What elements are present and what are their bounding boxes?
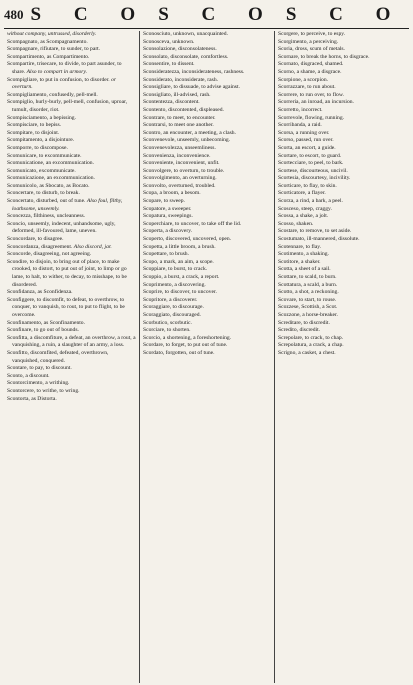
entry-text: Scotimento, a shaking.: [278, 251, 329, 258]
dictionary-entry: [278, 244, 406, 252]
dictionary-entry: [278, 327, 406, 335]
entry-text: Scorcio, a shortening, a foreshortening.: [143, 334, 232, 341]
entry-text: Scompagnato, as Scompagnamento.: [7, 38, 88, 45]
dictionary-entry: [143, 342, 271, 350]
entry-text: Sconsentire, to dissent.: [143, 61, 195, 68]
dictionary-entry: [7, 145, 136, 153]
dictionary-entry: [143, 259, 271, 267]
entry-text: Scompigliare, to put in confusion, to disorder.: [7, 76, 110, 83]
dictionary-entry: [7, 251, 136, 259]
dictionary-entry: [7, 122, 136, 130]
dictionary-entry: [278, 274, 406, 282]
entry-text: Scomunicazione, an excommunication.: [7, 175, 95, 182]
dictionary-entry: [143, 213, 271, 221]
dictionary-entry: [7, 99, 136, 114]
entry-text: Scortecciare, to peel, to bark.: [278, 160, 344, 167]
entry-text: Sconto, a discount.: [7, 372, 50, 379]
dictionary-entry: [7, 373, 136, 381]
dictionary-entry: [143, 69, 271, 77]
entry-text: Sconosciuto, unknown, unacquainted.: [143, 31, 228, 37]
page-header: [4, 2, 409, 29]
entry-text: Scoraggiare, to discourage.: [143, 304, 204, 311]
entry-text: Scontorta, as Distorta.: [7, 395, 57, 402]
dictionary-entry: [143, 31, 271, 39]
entry-text: Scoperto, discovered, uncovered, open.: [143, 236, 232, 243]
entry-text: Scompisciamento, a bepissing.: [7, 114, 76, 121]
entry-text: Scotto, a shot, a reckoning.: [278, 289, 339, 296]
entry-text: Sconsolato, disconsolate, comfortless.: [143, 53, 229, 60]
entry-text: Sconfitta, a discomfiture, a defeat, an overthrow, a rout, a vanquishing, a ruin, a slaughter of an army, a loss.: [7, 334, 136, 349]
entry-text: Scoraggiato, discouraged.: [143, 311, 201, 318]
entry-text: Scondire, to disjoin, to bring out of place, to make crooked, to distort, to put out of joint, to limp or go lame, to halt, to wither, to decay, to misshape, to be disordered.: [7, 258, 127, 288]
dictionary-entry: [143, 46, 271, 54]
entry-text: Scossa, a shake, a jolt.: [278, 213, 329, 220]
entry-text: Scoprire, to discover, to uncover.: [143, 289, 217, 296]
dictionary-entry: [7, 54, 136, 62]
dictionary-entry: [278, 61, 406, 69]
entry-text: Scorsa, a running over.: [278, 129, 330, 136]
dictionary-entry: [7, 153, 136, 161]
dictionary-entry: [143, 99, 271, 107]
entry-note: Also foul, filthy, loathsome, unseemly.: [12, 198, 123, 212]
entry-text: Scornato, disgraced, shamed.: [278, 61, 344, 68]
entry-text: Scompisciare, to bepiss.: [7, 122, 62, 129]
dictionary-entry: [278, 236, 406, 244]
entry-note: or overturn.: [12, 76, 117, 91]
dictionary-entry: [7, 115, 136, 123]
dictionary-entry: [7, 388, 136, 396]
dictionary-entry: [143, 137, 271, 145]
entry-text: Scoppio, a burst, a crack, a report.: [143, 274, 220, 280]
dictionary-entry: [7, 259, 136, 289]
entry-text: Scontorcere, to writhe, to wring.: [7, 387, 80, 394]
entry-text: Scompartire, trisecare, to divide, to part asunder, to share.: [7, 61, 122, 75]
entry-text: Scopetta, a little broom, a brush.: [143, 243, 216, 250]
dictionary-entry: [143, 39, 271, 47]
entry-text: Scontento, discontented, displeased.: [143, 106, 224, 113]
entry-text: Scoperchiare, to uncover, to take off the lid.: [143, 220, 242, 227]
entry-note: Also discord, jar.: [73, 243, 112, 250]
entry-text: Scomunicolo, as Sbocato, as Bocato.: [7, 182, 90, 189]
dictionary-entry: [278, 282, 406, 290]
entry-text: Scorgimento, a perceiving.: [278, 38, 339, 45]
dictionary-entry: [143, 221, 271, 229]
entry-text: Scovare, to start, to rouse.: [278, 296, 337, 303]
dictionary-entry: [278, 198, 406, 206]
dictionary-entry: [278, 228, 406, 236]
dictionary-entry: [278, 160, 406, 168]
dictionary-entry: [143, 206, 271, 214]
dictionary-entry: [7, 46, 136, 54]
entry-text: Scottare, to scald, to burn.: [278, 274, 337, 280]
dictionary-entry: [143, 320, 271, 328]
entry-text: Scornare, to break the horns, to disgrace.: [278, 53, 370, 60]
dictionary-entry: [278, 99, 406, 107]
entry-text: Scopatura, sweepings.: [143, 213, 193, 220]
dictionary-entry: [7, 327, 136, 335]
entry-text: Sconsolazione, disconsolateness.: [143, 46, 217, 53]
dictionary-entry: [278, 335, 406, 343]
entry-text: Sconfitto, discomfited, defeated, overthrown, vanquished, conquered.: [7, 349, 109, 364]
dictionary-entry: [278, 168, 406, 176]
entry-text: Scosceso, steep, craggy.: [278, 205, 332, 212]
entry-text: Scozzone, a horse-breaker.: [278, 311, 338, 318]
entry-text: Scopritore, a discoverer.: [143, 296, 198, 303]
entry-text: Scorpione, a scorpion.: [278, 76, 329, 83]
dictionary-entry: [278, 69, 406, 77]
dictionary-entry: [278, 137, 406, 145]
dictionary-entry: [278, 54, 406, 62]
entry-text: Scorno, a shame, a disgrace.: [278, 68, 342, 75]
dictionary-entry: [278, 213, 406, 221]
entry-text: Scopare, to sweep.: [143, 198, 185, 205]
entry-text: Sconcorde, disagreeing, not agreeing.: [7, 251, 92, 258]
dictionary-entry: [278, 190, 406, 198]
entry-text: Sconcio, unseemly, indecent, unhandsome, ugly, deformed, ill-favoured, lame, uneven.: [7, 220, 116, 235]
dictionary-entry: [7, 168, 136, 176]
dictionary-entry: [7, 160, 136, 168]
entry-text: Scorciare, to shorten.: [143, 327, 191, 334]
dictionary-entry: [7, 190, 136, 198]
entry-text: Scorreria, an inroad, an incursion.: [278, 99, 354, 106]
entry-text: Scottatura, a scald, a burn.: [278, 281, 338, 288]
entry-text: Scorgere, to perceive, to espy.: [278, 31, 346, 37]
entry-text: Scostumato, ill-mannered, dissolute.: [278, 236, 360, 243]
entry-text: Scredito, discredit.: [278, 327, 321, 334]
entry-text: Sconvolgimento, an overturning.: [143, 175, 217, 182]
entry-text: Scoria, dross, scum of metals.: [278, 46, 345, 53]
dictionary-entry: [7, 335, 136, 350]
entry-text: Scrigno, a casket, a chest.: [278, 349, 336, 356]
entry-text: Scorrazzare, to run about.: [278, 84, 336, 91]
dictionary-entry: [143, 145, 271, 153]
dictionary-entry: [278, 153, 406, 161]
entry-text: Scoperta, a discovery.: [143, 228, 193, 235]
entry-text: Sconfinamento, as Sconfinamento.: [7, 319, 85, 326]
entry-text: Scorribanda, a raid.: [278, 122, 322, 129]
entry-text: Scordare, to forget, to put out of tune.: [143, 342, 228, 349]
entry-text: Scosso, shaken.: [278, 220, 314, 227]
dictionary-entry: [143, 92, 271, 100]
dictionary-entry: [7, 297, 136, 320]
entry-text: Scortesia, discourtesy, incivility.: [278, 175, 351, 182]
dictionary-entry: [143, 175, 271, 183]
entry-text: Scompitare, to disjoint.: [7, 129, 60, 136]
entry-text: Scontrare, to meet, to encounter.: [143, 114, 216, 121]
entry-text: Scorrevole, flowing, running.: [278, 114, 345, 121]
dictionary-entry: [7, 175, 136, 183]
entry-text: Scorta, an escort, a guide.: [278, 144, 336, 151]
entry-text: Scomunicare, to excommunicate.: [7, 152, 82, 159]
entry-text: Scontro, an encounter, a meeting, a clash.: [143, 129, 236, 136]
entry-text: Screditare, to discredit.: [278, 319, 330, 326]
dictionary-entry: [143, 251, 271, 259]
entry-text: Sconsigliare, to dissuade, to advise against.: [143, 84, 240, 91]
entry-text: Scopo, a mark, an aim, a scope.: [143, 258, 214, 265]
entry-text: Sconvolto, overturned, troubled.: [143, 182, 216, 189]
entry-text: Scorza, a rind, a bark, a peel.: [278, 198, 343, 205]
dictionary-entry: [7, 289, 136, 297]
dictionary-entry: [7, 236, 136, 244]
dictionary-entry: [278, 312, 406, 320]
entry-text: Sconcertare, to disturb, to break.: [7, 190, 80, 197]
column-3: [274, 31, 409, 683]
dictionary-entry: [278, 266, 406, 274]
entry-text: Scompagnare, rifiutare, to sunder, to part.: [7, 46, 101, 53]
entry-text: Scomunicatione, an excommunication.: [7, 160, 94, 167]
dictionary-entry: [143, 228, 271, 236]
entry-text: Sconvolgere, to overturn, to trouble.: [143, 167, 225, 174]
dictionary-entry: [278, 221, 406, 229]
entry-text: Sconcordare, to disagree.: [7, 236, 64, 243]
dictionary-entry: [7, 213, 136, 221]
dictionary-entry: [143, 130, 271, 138]
running-head-right: S C O: [285, 4, 405, 25]
dictionary-entry: [143, 160, 271, 168]
entry-text: Scorticatore, a flayer.: [278, 190, 326, 197]
entry-text: Sconfiggere, to discomfit, to defeat, to overthrow, to conquer, to vanquish, to rout, to put to flight, to be overcome.: [7, 296, 125, 318]
dictionary-entry: [143, 312, 271, 320]
entry-text: Scortese, discourteous, uncivil.: [278, 167, 348, 174]
column-1: [4, 31, 139, 683]
dictionary-entry: [278, 46, 406, 54]
entry-text: Scozzese, Scottish, a Scot.: [278, 304, 338, 311]
entry-text: Scontrarsi, to meet one another.: [143, 122, 214, 129]
dictionary-entry: [7, 396, 136, 404]
entry-text: Scopettare, to brush.: [143, 251, 189, 258]
entry-text: Scopa, a broom, a besom.: [143, 190, 201, 197]
dictionary-entry: [278, 107, 406, 115]
dictionary-entry: [278, 31, 406, 39]
entry-text: Scompartimento, as Compartimento.: [7, 53, 90, 60]
dictionary-entry: [278, 304, 406, 312]
dictionary-entry: [143, 244, 271, 252]
entry-text: Scorretto, incorrect.: [278, 106, 323, 113]
dictionary-entry: [143, 115, 271, 123]
dictionary-entry: [143, 327, 271, 335]
entry-text: Scompitamento, a disjointure.: [7, 137, 75, 144]
entry-text: Scompigliamento, confusedly, pell-mell.: [7, 91, 98, 98]
dictionary-entry: [7, 130, 136, 138]
entry-text: Sconcordanza, disagreement.: [7, 243, 73, 250]
entry-text: Sconvenienza, inconvenience.: [143, 152, 211, 159]
entry-text: Scompiglio, hurly-burly, pell-mell, confusion, uproar, tumult, disorder, riot.: [7, 99, 128, 113]
entry-text: Sconfidanza, as Sconfidenza.: [7, 289, 73, 296]
entry-text: Scontorcimento, a writhing.: [7, 380, 70, 387]
dictionary-entry: [278, 342, 406, 350]
dictionary-entry: [143, 198, 271, 206]
dictionary-entry: [7, 350, 136, 365]
entry-text: Scoprimento, a discovering.: [143, 281, 206, 288]
entry-text: Screpolare, to crack, to chap.: [278, 334, 344, 341]
entry-text: Scotitore, a shaker.: [278, 258, 321, 265]
entry-text: Scotta, a sheet of a sail.: [278, 266, 331, 273]
running-head-left: S C O: [30, 4, 150, 25]
dictionary-entry: [7, 77, 136, 92]
entry-text: Sconveniente, inconvenient, unfit.: [143, 160, 220, 167]
entry-text: Screpolatura, a crack, a chap.: [278, 342, 344, 349]
entry-text: Scotennare, to flay.: [278, 243, 322, 250]
dictionary-entry: [7, 244, 136, 252]
entry-text: Scorrere, to run over, to flow.: [278, 91, 344, 98]
page-number: 480: [4, 7, 24, 22]
dictionary-entry: [278, 115, 406, 123]
dictionary-entry: [278, 289, 406, 297]
entry-text: Scordato, forgotten, out of tune.: [143, 349, 215, 356]
column-2: [139, 31, 274, 683]
dictionary-entry: [143, 153, 271, 161]
dictionary-entry: [278, 175, 406, 183]
dictionary-entry: [143, 107, 271, 115]
dictionary-entry: [7, 198, 136, 213]
entry-text: Sconcezza, filthiness, uncleanness.: [7, 213, 86, 220]
dictionary-entry: [143, 168, 271, 176]
dictionary-entry: [278, 77, 406, 85]
dictionary-entry: [278, 92, 406, 100]
dictionary-entry: [143, 77, 271, 85]
entry-note: Also to compart in armory.: [26, 68, 88, 75]
entry-text: Sconsiderato, inconsiderate, rash.: [143, 76, 219, 83]
entry-text: Sconvenevolezza, unseemliness.: [143, 144, 216, 151]
dictionary-entry: [278, 145, 406, 153]
dictionary-entry: [143, 304, 271, 312]
dictionary-entry: [7, 61, 136, 76]
entry-text: Scomporre, to discompose.: [7, 144, 68, 151]
dictionary-entry: [143, 84, 271, 92]
dictionary-entry: [143, 236, 271, 244]
entry-text: Scorso, passed, run over.: [278, 137, 334, 144]
dictionary-entry: [7, 380, 136, 388]
entry-text: Sconsigliato, ill-advised, rash.: [143, 91, 211, 98]
dictionary-entry: [278, 122, 406, 130]
dictionary-entry: [278, 297, 406, 305]
entry-text: Scontentezza, discontent.: [143, 99, 200, 106]
entry-text: Sconsideratezza, inconsiderateness, rashness.: [143, 68, 245, 75]
dictionary-entry: [143, 274, 271, 282]
dictionary-entry: [278, 84, 406, 92]
dictionary-entry: [143, 54, 271, 62]
dictionary-entry: [143, 266, 271, 274]
dictionary-entry: [143, 289, 271, 297]
dictionary-entry: [278, 130, 406, 138]
running-head-center: S C O: [158, 4, 277, 25]
text-columns: [4, 31, 409, 683]
dictionary-entry: [143, 183, 271, 191]
entry-text: Scorticare, to flay, to skin.: [278, 182, 337, 189]
dictionary-entry: [7, 137, 136, 145]
entry-text: Scomunicato, excommunicate.: [7, 167, 76, 174]
dictionary-entry: [143, 122, 271, 130]
entry-text: Scorbutico, scorbutic.: [143, 319, 192, 326]
dictionary-entry: [278, 350, 406, 358]
entry-text: Scortare, to escort, to guard.: [278, 152, 342, 159]
entry-note: without company, untrussed, disorderly.: [7, 31, 97, 37]
dictionary-entry: [7, 365, 136, 373]
dictionary-entry: [143, 61, 271, 69]
dictionary-entry: [278, 251, 406, 259]
entry-text: Sconosceva, unknown.: [143, 38, 195, 45]
dictionary-entry: [143, 297, 271, 305]
entry-text: Sconfinare, to go out of bounds.: [7, 327, 79, 334]
entry-text: Scopatore, a sweeper.: [143, 205, 192, 212]
dictionary-entry: [143, 282, 271, 290]
entry-text: Scoppiare, to burst, to crack.: [143, 266, 208, 273]
dictionary-entry: [143, 190, 271, 198]
dictionary-entry: [7, 183, 136, 191]
dictionary-entry: [278, 320, 406, 328]
entry-text: Sconvenevole, unseemly, unbecoming.: [143, 137, 231, 144]
entry-text: Sconcertato, disturbed, out of tune.: [7, 198, 86, 205]
dictionary-entry: [278, 206, 406, 214]
dictionary-entry: [143, 350, 271, 358]
entry-text: Scontare, to pay, to discount.: [7, 365, 72, 372]
entry-text: Scostare, to remove, to set aside.: [278, 228, 352, 235]
dictionary-entry: [7, 31, 136, 39]
dictionary-entry: [7, 221, 136, 236]
